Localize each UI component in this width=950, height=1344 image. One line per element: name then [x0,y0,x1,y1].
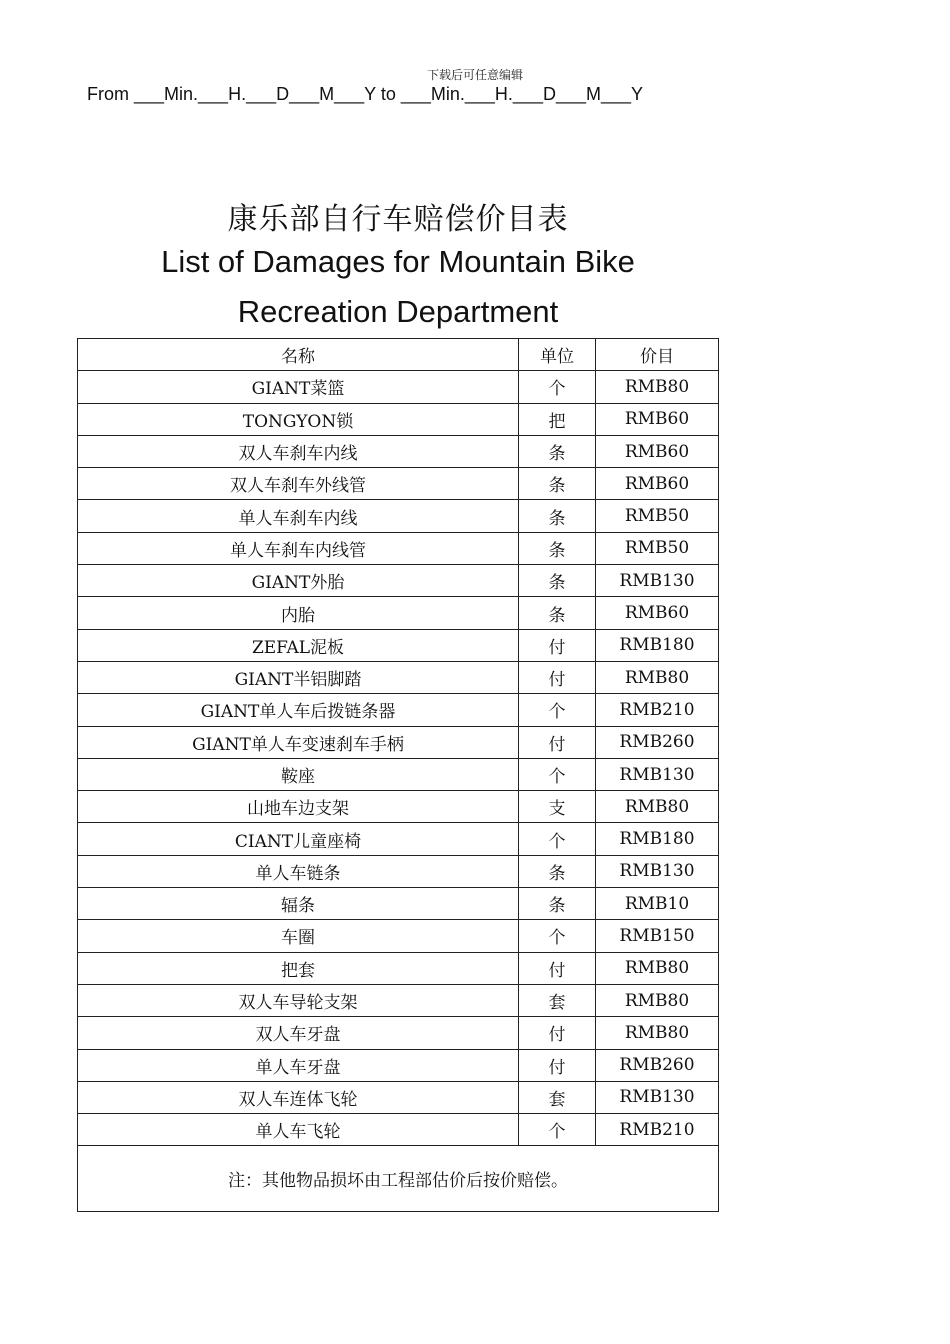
table-row [78,758,719,790]
table-row [78,855,719,887]
item-price-cell: RMB10 [596,888,719,920]
item-price-cell: RMB260 [596,726,719,758]
item-unit-cell: 个 [519,694,596,726]
table-row [78,661,719,693]
item-unit-cell: 付 [519,629,596,661]
item-name-cell: 双人车刹车内线 [78,435,519,467]
item-unit-cell: 条 [519,855,596,887]
item-name-cell: 单人车刹车内线管 [78,532,519,564]
item-price-cell: RMB80 [596,1017,719,1049]
table-row [78,984,719,1016]
item-name-cell: 单人车飞轮 [78,1114,519,1146]
table-row [78,823,719,855]
item-unit-cell: 把 [519,403,596,435]
item-price-cell: RMB130 [596,758,719,790]
table-row [78,888,719,920]
item-name-cell: 车圈 [78,920,519,952]
page-title-english-line1: List of Damages for Mountain Bike [161,244,635,279]
table-row [78,371,719,403]
item-price-cell: RMB60 [596,597,719,629]
item-price-cell: RMB210 [596,1114,719,1146]
item-price-cell: RMB50 [596,500,719,532]
table-row [78,435,719,467]
date-range-line: From ___Min.___H.___D___M___Y to ___Min.___H.___D___M___Y [87,84,644,104]
item-price-cell: RMB130 [596,565,719,597]
item-name-cell: 双人车导轮支架 [78,984,519,1016]
item-unit-cell: 个 [519,371,596,403]
watermark-text: 下载后可任意编辑 [426,68,523,82]
item-price-cell: RMB130 [596,855,719,887]
item-price-cell: RMB60 [596,403,719,435]
item-price-cell: RMB80 [596,984,719,1016]
item-name-cell: 单人车牙盘 [78,1049,519,1081]
item-name-cell: 内胎 [78,597,519,629]
item-unit-cell: 条 [519,888,596,920]
item-unit-cell: 套 [519,1081,596,1113]
table-row [78,565,719,597]
item-unit-cell: 条 [519,468,596,500]
item-name-cell: 单人车链条 [78,855,519,887]
item-price-cell: RMB80 [596,952,719,984]
item-name-cell: GIANT半铝脚踏 [78,661,519,693]
item-name-cell: GIANT外胎 [78,565,519,597]
item-unit-cell: 套 [519,984,596,1016]
item-name-cell: 双人车刹车外线管 [78,468,519,500]
item-name-cell: GIANT单人车后拨链条器 [78,694,519,726]
table-row [78,694,719,726]
header-unit: 单位 [519,339,596,371]
table-row [78,1049,719,1081]
table-row [78,952,719,984]
item-name-cell: 鞍座 [78,758,519,790]
item-price-cell: RMB180 [596,823,719,855]
table-row [78,791,719,823]
page-title-chinese: 康乐部自行车赔偿价目表 [227,202,569,237]
item-price-cell: RMB60 [596,435,719,467]
damage-price-table [77,338,719,1212]
item-price-cell: RMB80 [596,371,719,403]
item-unit-cell: 付 [519,1049,596,1081]
item-unit-cell: 个 [519,1114,596,1146]
item-unit-cell: 付 [519,661,596,693]
item-price-cell: RMB50 [596,532,719,564]
item-price-cell: RMB210 [596,694,719,726]
table-note: 注：其他物品损坏由工程部估价后按价赔偿。 [78,1146,719,1212]
item-name-cell: 把套 [78,952,519,984]
table-header-row [78,339,719,371]
table-row [78,468,719,500]
item-unit-cell: 个 [519,823,596,855]
item-unit-cell: 支 [519,791,596,823]
table-row [78,1017,719,1049]
table-row [78,920,719,952]
page-title-english-line2: Recreation Department [237,294,559,329]
item-unit-cell: 条 [519,500,596,532]
item-unit-cell: 个 [519,758,596,790]
item-unit-cell: 付 [519,726,596,758]
item-price-cell: RMB80 [596,661,719,693]
item-name-cell: CIANT儿童座椅 [78,823,519,855]
item-unit-cell: 条 [519,532,596,564]
table-row [78,500,719,532]
item-name-cell: 单人车刹车内线 [78,500,519,532]
item-price-cell: RMB80 [596,791,719,823]
header-price: 价目 [596,339,719,371]
item-unit-cell: 条 [519,565,596,597]
table-row [78,403,719,435]
item-price-cell: RMB260 [596,1049,719,1081]
item-unit-cell: 条 [519,435,596,467]
item-price-cell: RMB150 [596,920,719,952]
item-unit-cell: 条 [519,597,596,629]
table-row [78,726,719,758]
item-name-cell: GIANT菜篮 [78,371,519,403]
item-price-cell: RMB60 [596,468,719,500]
item-name-cell: 双人车连体飞轮 [78,1081,519,1113]
item-unit-cell: 付 [519,952,596,984]
item-name-cell: TONGYON锁 [78,403,519,435]
table-row [78,629,719,661]
item-name-cell: 双人车牙盘 [78,1017,519,1049]
note-row [78,1146,719,1212]
header-name: 名称 [78,339,519,371]
item-name-cell: 辐条 [78,888,519,920]
item-unit-cell: 个 [519,920,596,952]
item-name-cell: ZEFAL泥板 [78,629,519,661]
item-name-cell: 山地车边支架 [78,791,519,823]
table-row [78,532,719,564]
item-unit-cell: 付 [519,1017,596,1049]
item-price-cell: RMB130 [596,1081,719,1113]
table-row [78,1114,719,1146]
table-row [78,597,719,629]
item-name-cell: GIANT单人车变速刹车手柄 [78,726,519,758]
table-row [78,1081,719,1113]
item-price-cell: RMB180 [596,629,719,661]
